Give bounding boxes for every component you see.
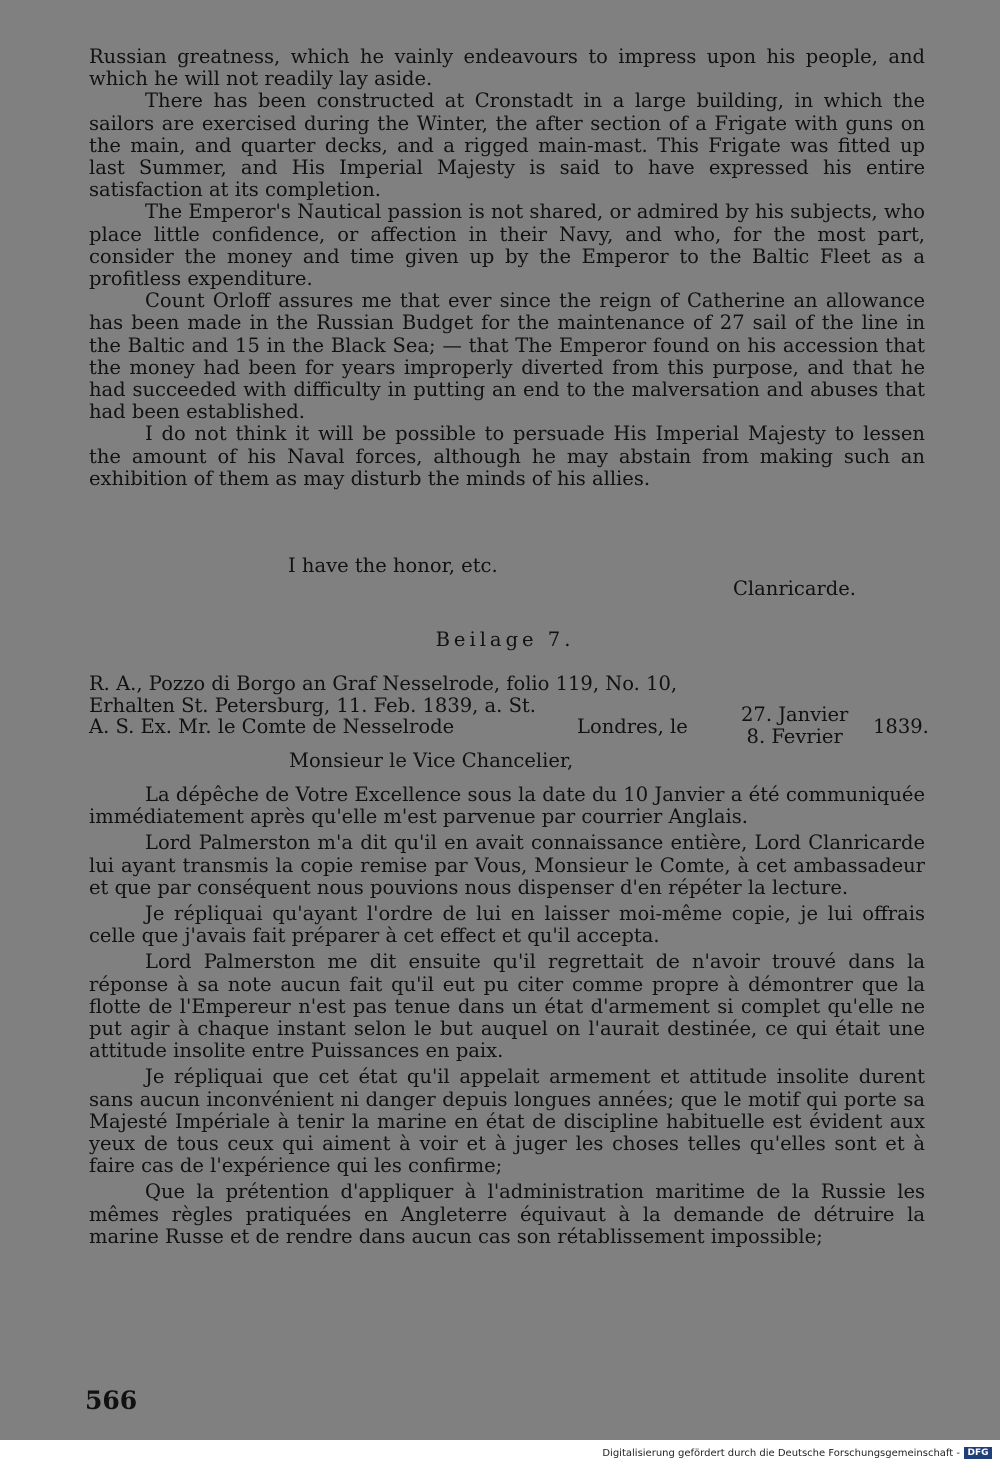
paragraph-11: Que la prétention d'appliquer à l'administration maritime de la Russie les mêmes règles pratiquées en Angleterre équivaut à la demande de détruire la marine Russe et de rendre dans aucun cas son rétablissement impossible; — [89, 1180, 925, 1248]
paragraph-4: Count Orloff assures me that ever since the reign of Catherine an allowance has been made in the Russian Budget for the maintenance of 27 sail of the line in the Baltic and 15 in the Black Sea; — that The Emperor found on his accession that the money had been for years improperly diverted from this purpose, and that he had succeeded with difficulty in putting an end to the malversation and abuses that had been established. — [89, 289, 925, 424]
footer-bar — [0, 1440, 1000, 1465]
salutation: Monsieur le Vice Chancelier, — [289, 749, 574, 772]
double-date — [741, 704, 848, 748]
source-line-1: R. A., Pozzo di Borgo an Graf Nesselrode, folio 119, No. 10, — [89, 672, 678, 695]
letter-closing: I have the honor, etc. — [288, 554, 498, 577]
dfg-logo-icon: DFG — [964, 1447, 992, 1459]
year: 1839. — [873, 715, 929, 738]
paragraph-2: There has been constructed at Cronstadt in a large building, in which the sailors are exercised during the Winter, the after section of a Frigate with guns on the main, and quarter decks, and a rigged main-mast. This Frigate was fitted up last Summer, and His Imperial Majesty is said to have expressed his entire satisfaction at its completion. — [89, 89, 925, 202]
paragraph-9: Lord Palmerston me dit ensuite qu'il regrettait de n'avoir trouvé dans la réponse à sa note aucun fait qu'il eut pu citer comme propre à démontrer que la flotte de l'Empereur n'est pas tenue dans un état d'armement si complet qu'elle ne put agir à chaque instant selon le but auquel on l'aurait destinée, ce qui était une attitude insolite entre Puissances en paix. — [89, 950, 925, 1063]
paragraph-1: Russian greatness, which he vainly endeavours to impress upon his people, and which he will not readily lay aside. — [89, 45, 925, 91]
letter-body-french — [89, 784, 925, 1248]
addressee: A. S. Ex. Mr. le Comte de Nesselrode — [89, 715, 455, 738]
date-old-style: 27. Janvier — [741, 703, 849, 726]
paragraph-8: Je répliquai qu'ayant l'ordre de lui en laisser moi-même copie, je lui offrais celle que j'avais fait préparer à cet effect et qu'il accepta. — [89, 902, 925, 948]
paragraph-5: I do not think it will be possible to persuade His Imperial Majesty to lessen the amount of his Naval forces, although he may abstain from making such an exhibition of them as may disturb the minds of his allies. — [89, 422, 925, 490]
source-line-2: Erhalten St. Petersburg, 11. Feb. 1839, a. St. — [89, 694, 536, 717]
signature: Clanricarde. — [733, 577, 856, 600]
footer-credit: Digitalisierung gefördert durch die Deutsche Forschungsgemeinschaft - — [602, 1448, 960, 1459]
paragraph-3: The Emperor's Nautical passion is not shared, or admired by his subjects, who place little confidence, or affection in their Navy, and who, for the most part, consider the money and time given up by the Emperor to the Baltic Fleet as a profitless expenditure. — [89, 200, 925, 291]
paragraph-7: Lord Palmerston m'a dit qu'il en avait connaissance entière, Lord Clanricarde lui ayant transmis la copie remise par Vous, Monsieur le Comte, à cet ambassadeur et que par conséquent nous pouvions nous dispenser d'en répéter la lecture. — [89, 831, 925, 899]
page-number: 566 — [85, 1386, 138, 1415]
paragraph-10: Je répliquai que cet état qu'il appelait armement et attitude insolite durent sans aucun inconvénient ni danger depuis longues années; que le motif qui porte sa Majesté Impériale à tenir la marine en état de discipline habituelle est évident aux yeux de tous ceux qui aiment à voir et à juger les choses telles qu'elles sont et à faire cas de l'expérience qui les confirme; — [89, 1065, 925, 1178]
section-heading: Beilage 7. — [435, 628, 575, 651]
place: Londres, le — [577, 715, 688, 738]
date-new-style: 8. Fevrier — [746, 725, 843, 748]
letter-body-english — [89, 46, 925, 490]
paragraph-6: La dépêche de Votre Excellence sous la date du 10 Janvier a été communiquée immédiatement après qu'elle m'est parvenue par courrier Anglais. — [89, 783, 925, 829]
